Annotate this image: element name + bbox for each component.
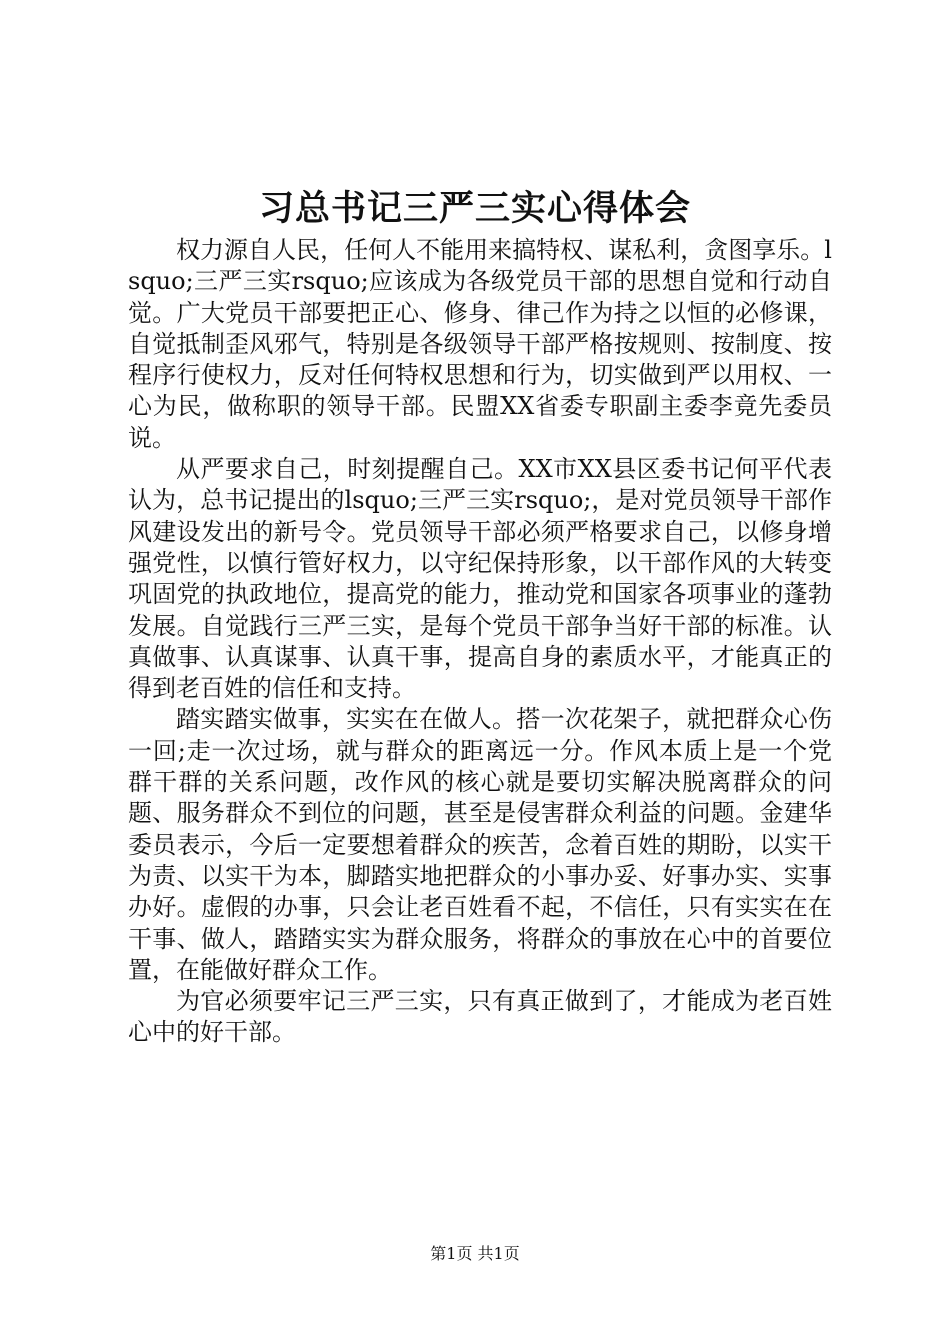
page-number-footer: 第1页 共1页 xyxy=(430,1244,520,1263)
paragraph-4: 为官必须要牢记三严三实，只有真正做到了，才能成为老百姓心中的好干部。 xyxy=(128,987,832,1047)
document-title: 习总书记三严三实心得体会 xyxy=(258,188,691,229)
paragraph-2: 从严要求自己，时刻提醒自己。XX市XX县区委书记何平代表认为，总书记提出的lsquo;三严三实rsquo;，是对党员领导干部作风建设发出的新号令。党员领导干部必须严格要求自己，以修身增强党性，以慎行管好权力，以守纪保持形象，以干部作风的大转变巩固党的执政地位，提高党的能力，推动党和国家各项事业的蓬勃发展。自觉践行三严三实，是每个党员干部争当好干部的标准。认真做事、认真谋事、认真干事，提高自身的素质水平，才能真正的得到老百姓的信任和支持。 xyxy=(128,455,832,703)
paragraph-1: 权力源自人民，任何人不能用来搞特权、谋私利，贪图享乐。lsquo;三严三实rsquo;应该成为各级党员干部的思想自觉和行动自觉。广大党员干部要把正心、修身、律己作为持之以恒的必修课，自觉抵制歪风邪气，特别是各级领导干部严格按规则、按制度、按程序行使权力，反对任何特权思想和行为，切实做到严以用权、一心为民，做称职的领导干部。民盟XX省委专职副主委李竟先委员说。 xyxy=(128,236,832,452)
document-body xyxy=(128,235,832,1049)
paragraph-3: 踏实踏实做事，实实在在做人。搭一次花架子，就把群众心伤一回;走一次过场，就与群众的距离远一分。作风本质上是一个党群干群的关系问题，改作风的核心就是要切实解决脱离群众的问题、服务群众不到位的问题，甚至是侵害群众利益的问题。金建华委员表示，今后一定要想着群众的疾苦，念着百姓的期盼，以实干为责、以实干为本，脚踏实地把群众的小事办妥、好事办实、实事办好。虚假的办事，只会让老百姓看不起，不信任，只有实实在在干事、做人，踏踏实实为群众服务，将群众的事放在心中的首要位置，在能做好群众工作。 xyxy=(128,705,832,984)
